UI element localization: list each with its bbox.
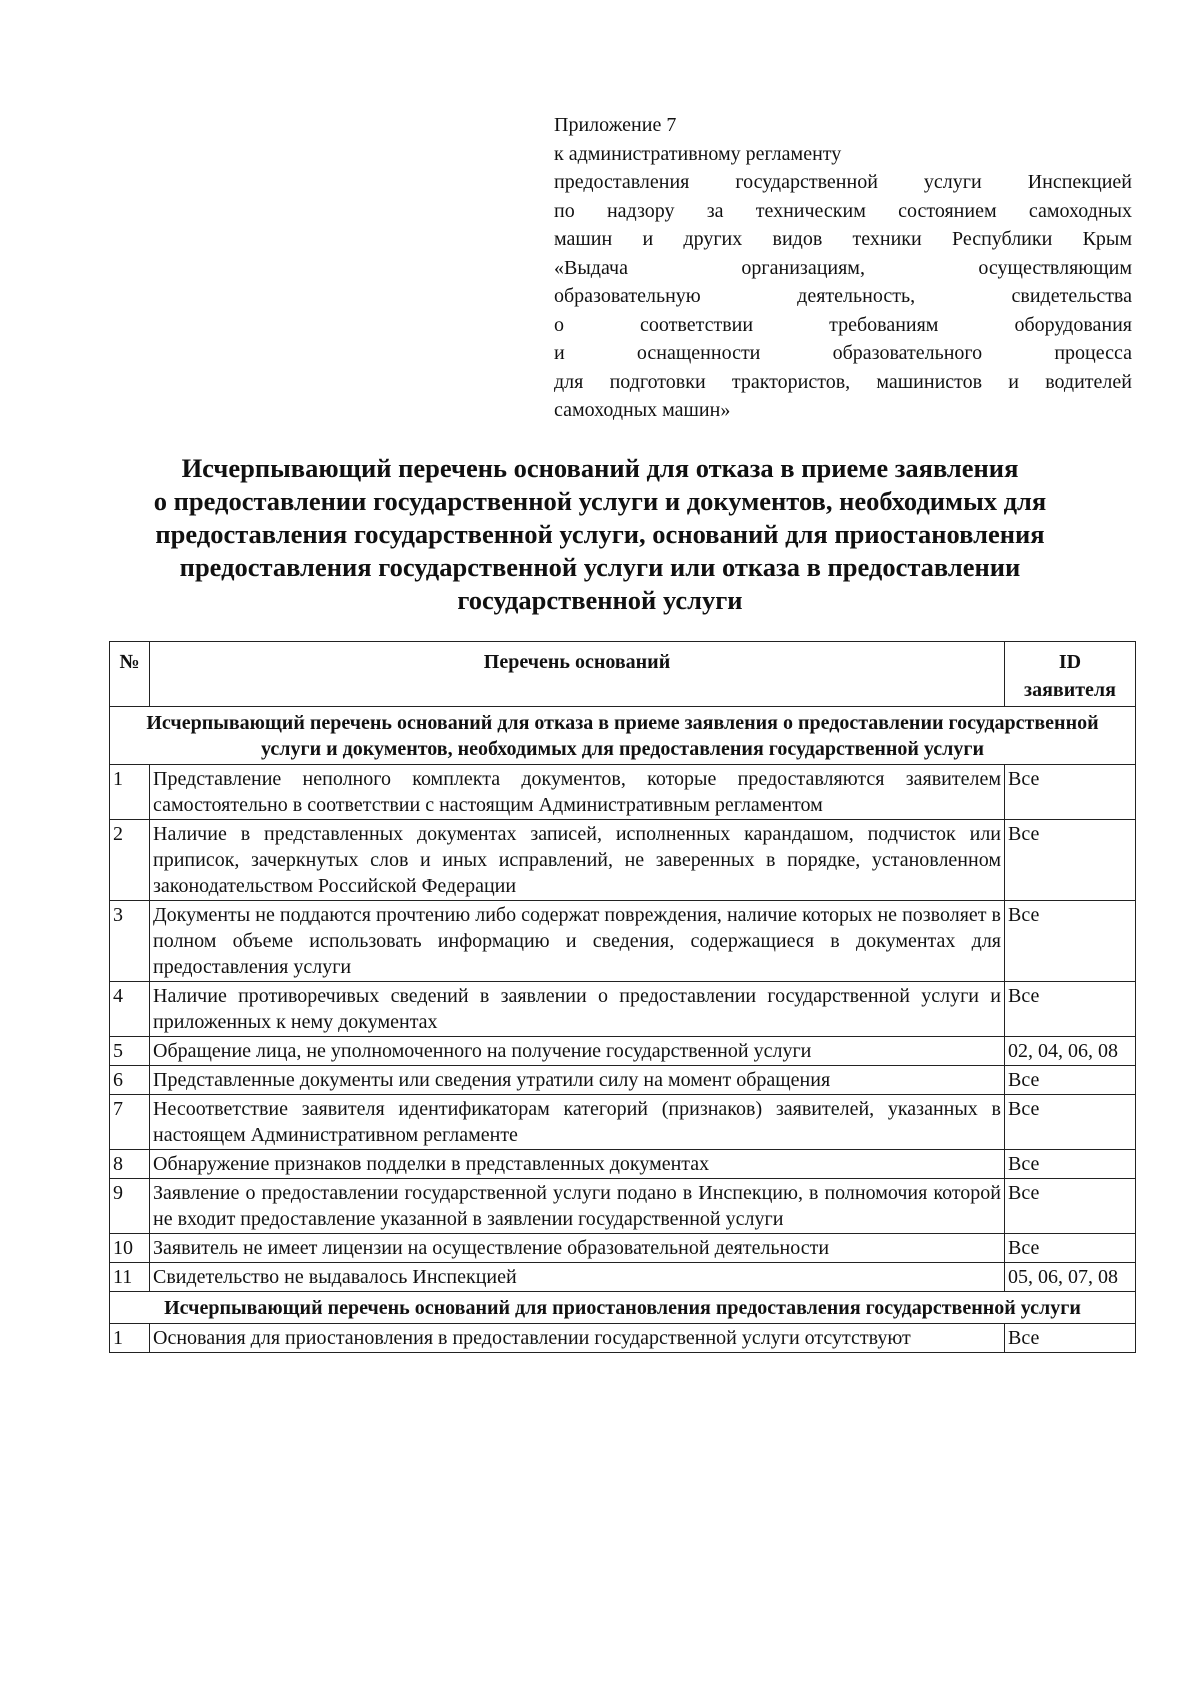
row-text: Заявление о предоставлении государственной услуги подано в Инспекцию, в полномочия которой не входит предоставление указанной в заявлении государственной услуги bbox=[150, 1179, 1005, 1234]
table-row bbox=[110, 982, 1136, 1037]
row-applicant-id: 02, 04, 06, 08 bbox=[1005, 1037, 1136, 1066]
appendix-block bbox=[554, 111, 1132, 425]
appendix-line: предоставления государственной услуги Инспекцией bbox=[554, 171, 1132, 193]
table-header-row bbox=[110, 642, 1136, 707]
row-applicant-id: Все bbox=[1005, 1234, 1136, 1263]
row-num: 6 bbox=[110, 1066, 150, 1095]
row-text: Представленные документы или сведения утратили силу на момент обращения bbox=[150, 1066, 1005, 1095]
section-title: Исчерпывающий перечень оснований для приостановления предоставления государственной услуги bbox=[110, 1292, 1136, 1324]
header-id-line1: ID bbox=[1058, 651, 1082, 673]
section-title: Исчерпывающий перечень оснований для отказа в приеме заявления о предоставлении государственной услуги и документов, необходимых для предоставления государственной услуги bbox=[110, 707, 1136, 765]
table-row bbox=[110, 901, 1136, 982]
table-row bbox=[110, 1150, 1136, 1179]
document-title bbox=[100, 452, 1100, 617]
table-row bbox=[110, 820, 1136, 901]
table-row bbox=[110, 1263, 1136, 1292]
row-text: Представление неполного комплекта документов, которые предоставляются заявителем самостоятельно в соответствии с настоящим Административным регламентом bbox=[150, 765, 1005, 820]
row-text: Заявитель не имеет лицензии на осуществление образовательной деятельности bbox=[150, 1234, 1005, 1263]
appendix-line: самоходных машин» bbox=[554, 399, 731, 421]
header-num: № bbox=[110, 642, 150, 707]
row-applicant-id: Все bbox=[1005, 1066, 1136, 1095]
table-row bbox=[110, 1234, 1136, 1263]
row-text: Обращение лица, не уполномоченного на получение государственной услуги bbox=[150, 1037, 1005, 1066]
row-num: 10 bbox=[110, 1234, 150, 1263]
row-applicant-id: Все bbox=[1005, 901, 1136, 982]
row-applicant-id: Все bbox=[1005, 982, 1136, 1037]
table-row bbox=[110, 1179, 1136, 1234]
header-applicant-id bbox=[1005, 642, 1136, 707]
row-applicant-id: Все bbox=[1005, 1150, 1136, 1179]
table-row bbox=[110, 1037, 1136, 1066]
table-row bbox=[110, 1066, 1136, 1095]
row-num: 4 bbox=[110, 982, 150, 1037]
title-line: о предоставлении государственной услуги и документов, необходимых для bbox=[153, 486, 1047, 516]
row-num: 9 bbox=[110, 1179, 150, 1234]
appendix-line: «Выдача организациям, осуществляющим bbox=[554, 256, 1132, 279]
row-applicant-id: Все bbox=[1005, 820, 1136, 901]
row-num: 1 bbox=[110, 765, 150, 820]
appendix-line: по надзору за техническим состоянием самоходных bbox=[554, 199, 1132, 222]
row-applicant-id: Все bbox=[1005, 1324, 1136, 1353]
row-text: Наличие в представленных документах записей, исполненных карандашом, подчисток или приписок, зачеркнутых слов и иных исправлений, не заверенных в порядке, установленном законодательством Российской Федерации bbox=[150, 820, 1005, 901]
header-id-line2: заявителя bbox=[1024, 679, 1116, 701]
section-row bbox=[110, 1292, 1136, 1324]
appendix-line: машин и других видов техники Республики Крым bbox=[554, 228, 1132, 250]
row-applicant-id: 05, 06, 07, 08 bbox=[1005, 1263, 1136, 1292]
appendix-line: и оснащенности образовательного процесса bbox=[554, 342, 1132, 364]
title-line: государственной услуги bbox=[457, 585, 743, 615]
title-line: предоставления государственной услуги или отказа в предоставлении bbox=[179, 552, 1021, 582]
table-row bbox=[110, 1324, 1136, 1353]
row-text: Документы не поддаются прочтению либо содержат повреждения, наличие которых не позволяет в полном объеме использовать информацию и сведения, содержащиеся в документах для предоставления услуги bbox=[150, 901, 1005, 982]
row-applicant-id: Все bbox=[1005, 765, 1136, 820]
row-num: 1 bbox=[110, 1324, 150, 1353]
appendix-line: Приложение 7 bbox=[554, 114, 677, 136]
row-num: 7 bbox=[110, 1095, 150, 1150]
header-grounds: Перечень оснований bbox=[150, 642, 1005, 707]
appendix-line: к административному регламенту bbox=[554, 142, 842, 165]
row-applicant-id: Все bbox=[1005, 1179, 1136, 1234]
row-text: Несоответствие заявителя идентификаторам категорий (признаков) заявителей, указанных в настоящем Административном регламенте bbox=[150, 1095, 1005, 1150]
row-text: Наличие противоречивых сведений в заявлении о предоставлении государственной услуги и приложенных к нему документах bbox=[150, 982, 1005, 1037]
grounds-table bbox=[109, 641, 1136, 1353]
appendix-line: о соответствии требованиям оборудования bbox=[554, 313, 1132, 336]
row-text: Свидетельство не выдавалось Инспекцией bbox=[150, 1263, 1005, 1292]
table-row bbox=[110, 765, 1136, 820]
row-text: Основания для приостановления в предоставлении государственной услуги отсутствуют bbox=[150, 1324, 1005, 1353]
row-applicant-id: Все bbox=[1005, 1095, 1136, 1150]
table-row bbox=[110, 1095, 1136, 1150]
appendix-line: образовательную деятельность, свидетельства bbox=[554, 285, 1132, 307]
row-num: 8 bbox=[110, 1150, 150, 1179]
title-line: Исчерпывающий перечень оснований для отказа в приеме заявления bbox=[181, 453, 1019, 483]
row-num: 3 bbox=[110, 901, 150, 982]
section-row bbox=[110, 707, 1136, 765]
row-num: 2 bbox=[110, 820, 150, 901]
title-line: предоставления государственной услуги, оснований для приостановления bbox=[155, 519, 1045, 549]
row-text: Обнаружение признаков подделки в представленных документах bbox=[150, 1150, 1005, 1179]
row-num: 5 bbox=[110, 1037, 150, 1066]
row-num: 11 bbox=[110, 1263, 150, 1292]
appendix-line: для подготовки трактористов, машинистов и водителей bbox=[554, 370, 1132, 393]
